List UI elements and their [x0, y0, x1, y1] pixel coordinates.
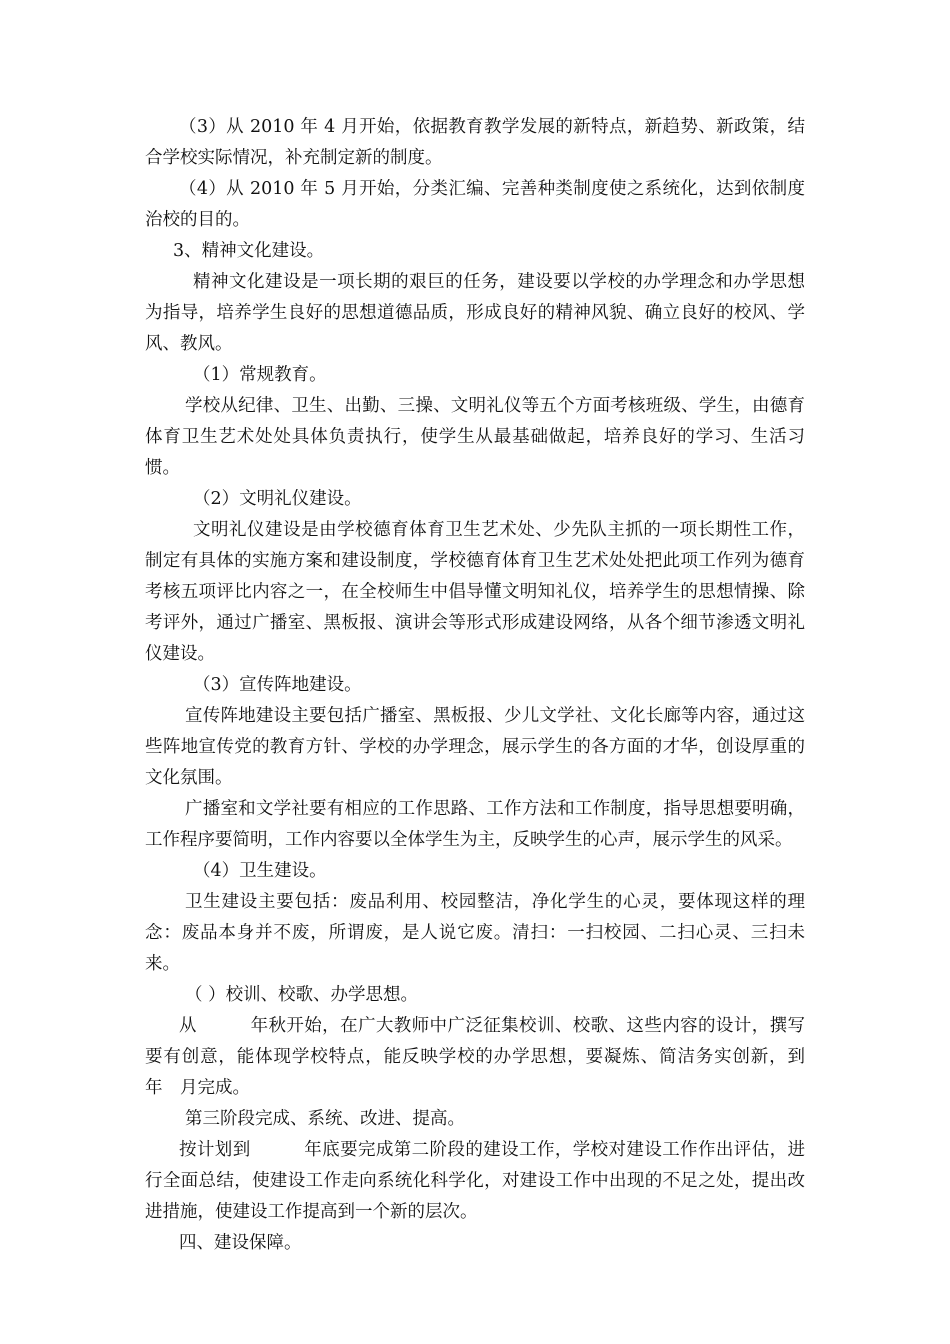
subheading-routine-education: （1）常规教育。 — [193, 365, 327, 385]
paragraph-routine-education: 学校从纪律、卫生、出勤、三操、文明礼仪等五个方面考核班级、学生，由德育体育卫生艺术处处具体负责执行，使学生从最基础做起，培养良好的学习、生活习惯。 — [145, 396, 805, 478]
subheading-hygiene: （4）卫生建设。 — [193, 861, 327, 881]
paragraph-hygiene: 卫生建设主要包括：废品利用、校园整洁，净化学生的心灵，要体现这样的理念：废品本身并不废，所谓废，是人说它废。清扫：一扫校园、二扫心灵、三扫未来。 — [145, 892, 805, 974]
section-heading-guarantee: 四、建设保障。 — [179, 1233, 302, 1253]
paragraph-third-stage: 按计划到 年底要完成第二阶段的建设工作，学校对建设工作作出评估，进行全面总结，使建设工作走向系统化科学化，对建设工作中出现的不足之处，提出改进措施，使建设工作提高到一个新的层次。 — [145, 1140, 805, 1222]
paragraph-broadcast-literature: 广播室和文学社要有相应的工作思路、工作方法和工作制度，指导思想要明确，工作程序要简明，工作内容要以全体学生为主，反映学生的心声，展示学生的风采。 — [145, 799, 805, 850]
subheading-third-stage: 第三阶段完成、系统、改进、提高。 — [185, 1109, 465, 1129]
paragraph-school-motto: 从 年秋开始，在广大教师中广泛征集校训、校歌、这些内容的设计，撰写要有创意，能体现学校特点，能反映学校的办学思想，要凝炼、简洁务实创新，到 年 月完成。 — [145, 1016, 858, 1098]
document-body — [145, 112, 858, 1259]
paragraph-etiquette: 文明礼仪建设是由学校德育体育卫生艺术处、少先队主抓的一项长期性工作，制定有具体的实施方案和建设制度，学校德育体育卫生艺术处处把此项工作列为德育考核五项评比内容之一，在全校师生中倡导懂文明知礼仪，培养学生的思想情操、除考评外，通过广播室、黑板报、演讲会等形式形成建设网络，从各个细节渗透文明礼仪建设。 — [145, 520, 805, 664]
section-heading-spiritual-culture: 3、精神文化建设。 — [173, 241, 325, 261]
paragraph-item-3-2010-april: （3）从 2010 年 4 月开始，依据教育教学发展的新特点，新趋势、新政策，结合学校实际情况，补充制定新的制度。 — [145, 117, 805, 168]
subheading-publicity: （3）宣传阵地建设。 — [193, 675, 362, 695]
paragraph-item-4-2010-may: （4）从 2010 年 5 月开始，分类汇编、完善种类制度使之系统化，达到依制度治校的目的。 — [145, 179, 805, 230]
subheading-etiquette: （2）文明礼仪建设。 — [193, 489, 362, 509]
paragraph-publicity: 宣传阵地建设主要包括广播室、黑板报、少儿文学社、文化长廊等内容，通过这些阵地宣传党的教育方针、学校的办学理念，展示学生的各方面的才华，创设厚重的文化氛围。 — [145, 706, 805, 788]
paragraph-spiritual-culture-intro: 精神文化建设是一项长期的艰巨的任务，建设要以学校的办学理念和办学思想为指导，培养学生良好的思想道德品质，形成良好的精神风貌、确立良好的校风、学风、教风。 — [145, 272, 805, 354]
subheading-school-motto: （ ）校训、校歌、办学思想。 — [185, 985, 419, 1005]
